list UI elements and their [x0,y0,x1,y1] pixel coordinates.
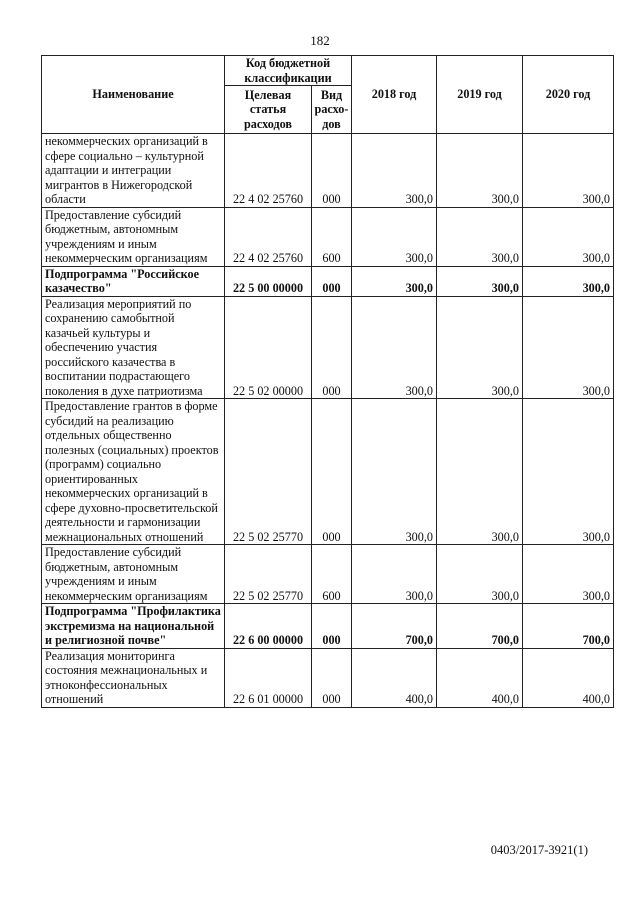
row-2019: 300,0 [437,545,523,604]
row-2020: 300,0 [523,134,614,208]
row-2019: 300,0 [437,296,523,399]
table-row [42,134,614,208]
row-name: Предоставление субсидий бюджетным, автономным учреждениям и иным некоммерческим организациям [42,545,225,604]
table-row [42,266,614,296]
row-kind: 000 [312,399,352,545]
row-2018: 300,0 [352,545,437,604]
row-kind: 000 [312,296,352,399]
row-name: Подпрограмма "Российское казачество" [42,266,225,296]
budget-table [41,55,614,708]
header-name: Наименование [42,56,225,134]
row-name: Предоставление субсидий бюджетным, автономным учреждениям и иным некоммерческим организациям [42,207,225,266]
row-2020: 300,0 [523,207,614,266]
row-code: 22 5 02 25770 [225,399,312,545]
row-code: 22 6 01 00000 [225,648,312,707]
row-2019: 300,0 [437,207,523,266]
header-2020: 2020 год [523,56,614,134]
row-2018: 400,0 [352,648,437,707]
row-name: некоммерческих организаций в сфере социально – культурной адаптации и интеграции мигрантов в Нижегородской области [42,134,225,208]
row-name: Реализация мониторинга состояния межнациональных и этноконфессиональных отношений [42,648,225,707]
row-2018: 300,0 [352,266,437,296]
row-2020: 300,0 [523,545,614,604]
row-code: 22 5 00 00000 [225,266,312,296]
document-code: 0403/2017-3921(1) [490,843,588,857]
row-name: Предоставление грантов в форме субсидий на реализацию отдельных общественно полезных (социальных) проектов (программ) социально ориентированных некоммерческих организаций в сфере духовно-просветительской деятельности и гармонизации межнациональных отношений [42,399,225,545]
row-2018: 300,0 [352,296,437,399]
row-code: 22 4 02 25760 [225,207,312,266]
header-target-article: Целевая статья расходов [225,86,312,134]
row-2019: 700,0 [437,604,523,649]
row-kind: 000 [312,648,352,707]
table-row [42,604,614,649]
header-2019: 2019 год [437,56,523,134]
table-row [42,296,614,399]
row-2020: 300,0 [523,296,614,399]
row-2018: 300,0 [352,207,437,266]
row-kind: 000 [312,266,352,296]
table-row [42,207,614,266]
row-2020: 400,0 [523,648,614,707]
row-2018: 700,0 [352,604,437,649]
row-2020: 700,0 [523,604,614,649]
row-name: Реализация мероприятий по сохранению самобытной казачьей культуры и обеспечению участия российского казачества в воспитании подрастающего поколения в духе патриотизма [42,296,225,399]
table-row [42,399,614,545]
table-row [42,545,614,604]
row-2020: 300,0 [523,399,614,545]
row-name: Подпрограмма "Профилактика экстремизма на национальной и религиозной почве" [42,604,225,649]
header-2018: 2018 год [352,56,437,134]
row-2018: 300,0 [352,134,437,208]
row-kind: 600 [312,207,352,266]
row-kind: 000 [312,604,352,649]
row-2019: 300,0 [437,399,523,545]
table-row [42,648,614,707]
row-code: 22 4 02 25760 [225,134,312,208]
row-kind: 000 [312,134,352,208]
row-code: 22 6 00 00000 [225,604,312,649]
row-code: 22 5 02 25770 [225,545,312,604]
header-expense-kind: Вид расхо-дов [312,86,352,134]
page-number: 182 [310,33,330,48]
row-2020: 300,0 [523,266,614,296]
row-2019: 300,0 [437,134,523,208]
row-code: 22 5 02 00000 [225,296,312,399]
row-2019: 300,0 [437,266,523,296]
header-code-group: Код бюджетной классификации [225,56,352,86]
row-2019: 400,0 [437,648,523,707]
row-2018: 300,0 [352,399,437,545]
row-kind: 600 [312,545,352,604]
